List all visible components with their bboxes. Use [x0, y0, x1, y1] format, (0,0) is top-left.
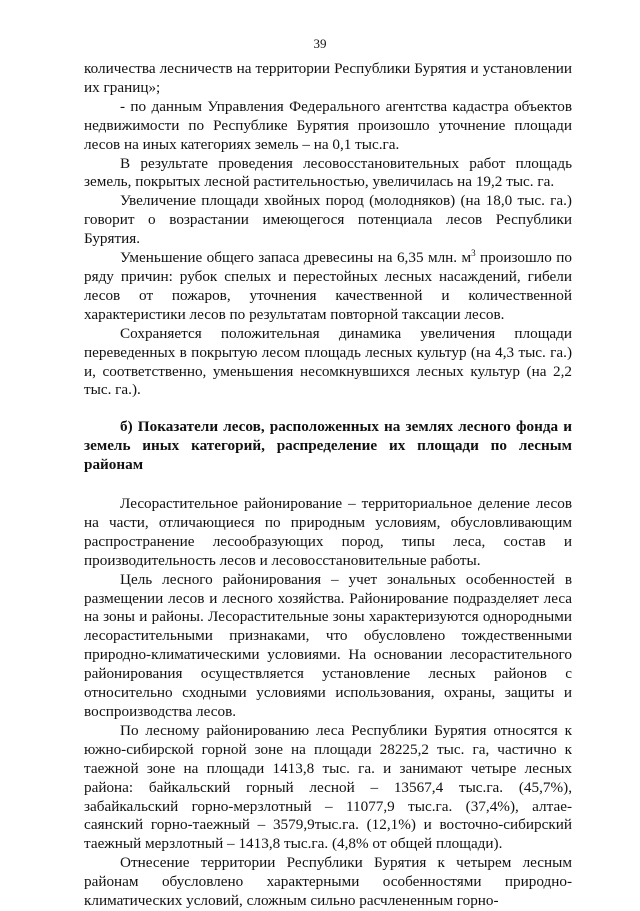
paragraph: Сохраняется положительная динамика увеличения площади переведенных в покрытую лесом площадь лесных культур (на 4,3 тыс. га.) и, соответственно, уменьшения несомкнувшихся лесных культур (на 2,2 тыс. га.).: [84, 324, 572, 399]
superscript: 3: [471, 248, 476, 258]
paragraph: Цель лесного районирования – учет зональных особенностей в размещении лесов и лесного хозяйства. Районирование подразделяет леса на зоны и районы. Лесорастительные зоны характеризуются однородными лесорастительными признаками, что обусловлено тождественными природно-климатическими условиями. На основании лесорастительного районирования осуществляется установление лесных районов с относительно сходными условиями использования, охраны, защиты и воспроизводства лесов.: [84, 570, 572, 720]
paragraph: количества лесничеств на территории Республики Бурятия и установлении их границ»;: [84, 60, 572, 96]
paragraph: Увеличение площади хвойных пород (молодняков) (на 18,0 тыс. га.) говорит о возрастании имеющегося потенциала лесов Республики Бурятия.: [84, 192, 572, 248]
spacer: [84, 475, 572, 495]
paragraph: - по данным Управления Федерального агентства кадастра объектов недвижимости по Республике Бурятия произошло уточнение площади лесов на иных категориях земель – на 0,1 тыс.га.: [84, 97, 572, 153]
paragraph: Лесорастительное районирование – территориальное деление лесов на части, отличающиеся по природным условиям, обусловливающим распространение лесообразующих пород, типы леса, состав и производительность лесов и лесовосстановительные работы.: [84, 495, 572, 569]
section-heading: б) Показатели лесов, расположенных на землях лесного фонда и земель иных категорий, распределение их площади по лесным районам: [84, 418, 572, 474]
page-number: 39: [313, 36, 327, 51]
paragraph: Отнесение территории Республики Бурятия к четырем лесным районам обусловлено характерными особенностями природно-климатических условий, сложным сильно расчлененным горно-: [84, 854, 572, 910]
document-body: [84, 60, 572, 911]
paragraph: В результате проведения лесовосстановительных работ площадь земель, покрытых лесной растительностью, увеличилась на 19,2 тыс. га.: [84, 154, 572, 191]
paragraph-text: произошло по ряду причин: рубок спелых и перестойных лесных насаждений, гибели лесов от пожаров, уточнения качественной и количественной характеристики лесов по результатам повторной таксации лесов.: [84, 249, 572, 323]
paragraph: [84, 249, 572, 325]
paragraph: По лесному районированию леса Республики Бурятия относятся к южно-сибирской горной зоне на площади 28225,2 тыс. га, частично к таежной зоне на площади 1413,8 тыс. га. и занимают четыре лесных района: байкальский горный лесной – 13567,4 тыс.га. (45,7%), забайкальский горно-мерзлотный – 11077,9 тыс.га. (37,4%), алтае-саянский горно-таежный – 3579,9тыс.га. (12,1%) и восточно-сибирский таежный мерзлотный – 1413,8 тыс.га. (4,8% от общей площади).: [84, 721, 572, 853]
paragraph-text: Уменьшение общего запаса древесины на 6,35 млн. м: [120, 249, 472, 267]
